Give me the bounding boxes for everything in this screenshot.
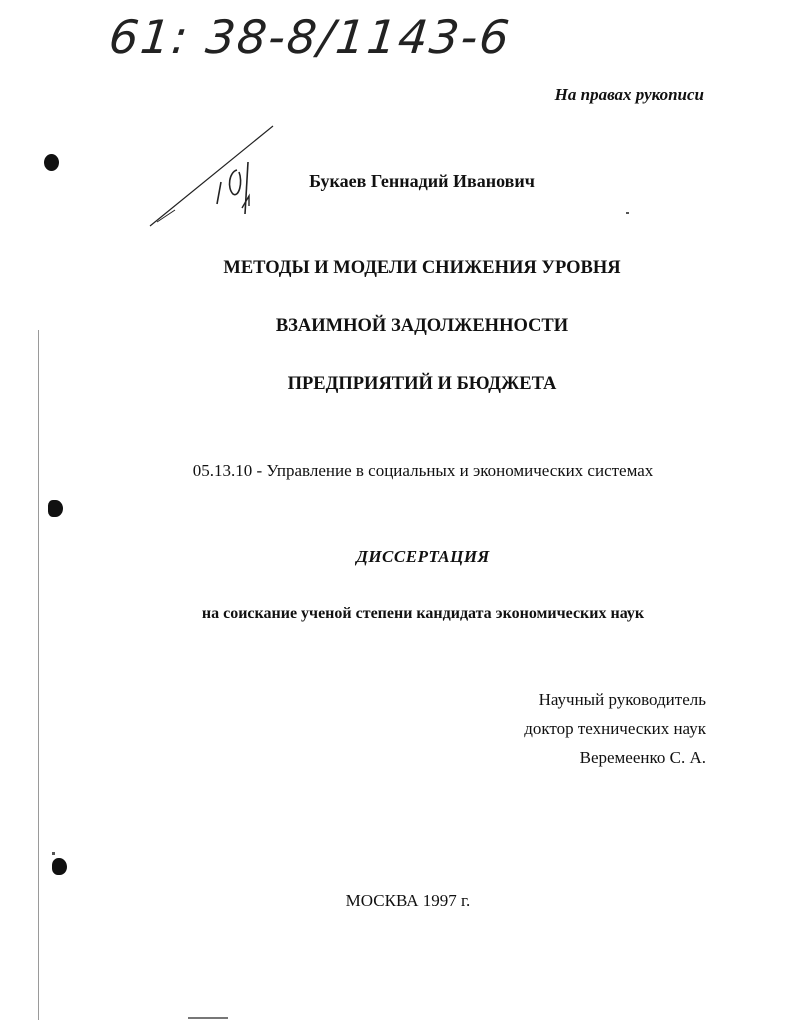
city-year: МОСКВА 1997 г. <box>345 891 471 910</box>
author-name: Букаев Геннадий Иванович <box>309 171 535 191</box>
handwritten-archive-code: 61: 38-8/1143-6 <box>106 10 514 64</box>
punch-hole-mark <box>52 858 67 875</box>
degree-statement: на соискание ученой степени кандидата экономических наук <box>201 605 645 622</box>
rights-notice: На правах рукописи <box>554 85 704 104</box>
scan-dash <box>188 1017 228 1019</box>
advisor-degree: доктор технических наук <box>524 719 706 738</box>
scan-speck <box>52 852 55 855</box>
dissertation-title-line: ПРЕДПРИЯТИЙ И БЮДЖЕТА <box>287 374 557 394</box>
dissertation-title-line: МЕТОДЫ И МОДЕЛИ СНИЖЕНИЯ УРОВНЯ <box>223 258 621 278</box>
scan-margin-line <box>38 330 39 1020</box>
punch-hole-mark <box>48 500 63 517</box>
punch-hole-mark <box>44 154 59 171</box>
scan-speck <box>626 212 629 214</box>
dissertation-title-line: ВЗАИМНОЙ ЗАДОЛЖЕННОСТИ <box>275 316 569 336</box>
advisor-name: Веремеенко С. А. <box>579 748 706 767</box>
advisor-role: Научный руководитель <box>538 690 706 709</box>
specialty-code: 05.13.10 - Управление в социальных и экономических системах <box>192 461 654 480</box>
document-type: ДИССЕРТАЦИЯ <box>356 547 490 566</box>
